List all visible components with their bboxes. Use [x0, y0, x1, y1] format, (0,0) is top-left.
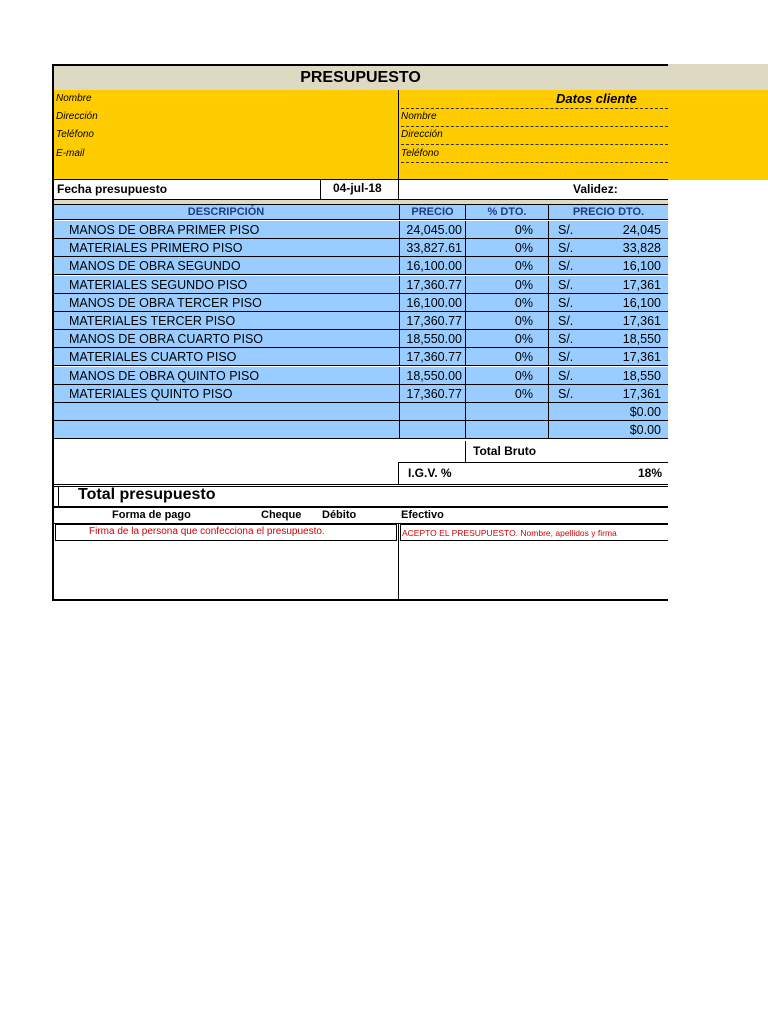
divider	[398, 180, 399, 199]
row-currency: S/.	[558, 386, 574, 401]
sender-address-label: Dirección	[56, 111, 98, 122]
divider	[398, 524, 399, 601]
divider	[399, 312, 400, 330]
row-description: MANOS DE OBRA QUINTO PISO	[69, 368, 260, 383]
row-price: 16,100.00	[406, 295, 462, 310]
row-currency: S/.	[558, 223, 574, 237]
client-name-label: Nombre	[401, 111, 437, 122]
row-description: MATERIALES QUINTO PISO	[69, 386, 233, 401]
divider	[465, 367, 466, 385]
divider	[548, 294, 549, 312]
row-price: 17,360.77	[406, 386, 462, 401]
row-price: 18,550.00	[406, 368, 462, 383]
signature-area-left	[54, 541, 398, 599]
divider	[465, 421, 466, 439]
table-header-row	[53, 204, 668, 220]
row-discounted-price: 16,100	[622, 295, 661, 310]
divider	[465, 239, 466, 257]
row-discounted-price: 18,550	[622, 368, 661, 383]
client-phone-label: Teléfono	[401, 148, 439, 159]
divider	[53, 179, 668, 180]
row-discount: 0%	[514, 332, 533, 347]
divider	[548, 421, 549, 439]
divider	[399, 403, 400, 421]
header-description: DESCRIPCIÓN	[187, 206, 265, 218]
row-description: MANOS DE OBRA SEGUNDO	[69, 259, 241, 274]
divider	[465, 312, 466, 330]
table-row	[53, 239, 668, 257]
date-value: 04-jul-18	[333, 181, 382, 195]
divider	[53, 506, 668, 508]
sender-phone-label: Teléfono	[56, 129, 94, 140]
info-divider	[398, 90, 399, 180]
divider	[548, 403, 549, 421]
row-description: MANOS DE OBRA TERCER PISO	[69, 295, 262, 310]
divider	[399, 367, 400, 385]
row-description	[69, 421, 389, 439]
row-discounted-price: 17,361	[622, 386, 661, 401]
row-discounted-price: 16,100	[622, 259, 661, 274]
divider	[548, 221, 549, 239]
table-row	[53, 312, 668, 330]
divider	[399, 257, 400, 275]
table-row	[53, 330, 668, 348]
igv-label: I.G.V. %	[408, 466, 452, 480]
divider	[465, 294, 466, 312]
frame-left	[52, 64, 54, 601]
row-discount	[466, 421, 533, 439]
divider	[465, 403, 466, 421]
frame-top	[53, 64, 668, 66]
client-dash-line	[401, 162, 668, 163]
table-row	[53, 276, 668, 294]
divider	[320, 180, 321, 199]
row-price: 17,360.77	[406, 350, 462, 365]
divider	[399, 385, 400, 403]
row-currency	[558, 421, 588, 439]
signature-right-text: ACEPTO EL PRESUPUESTO. Nombre, apellidos y firma	[402, 528, 617, 538]
client-dash-line	[401, 144, 668, 145]
divider	[399, 239, 400, 257]
divider	[399, 421, 400, 439]
row-discounted-price: 17,361	[622, 314, 661, 328]
payment-check: Cheque	[261, 509, 302, 521]
row-price: 24,045.00	[406, 223, 462, 237]
row-price	[400, 421, 462, 439]
row-price: 33,827.61	[406, 241, 462, 256]
sender-name-label: Nombre	[56, 93, 92, 104]
row-description: MANOS DE OBRA PRIMER PISO	[69, 223, 260, 237]
row-discount: 0%	[514, 241, 533, 256]
row-discounted-price: 18,550	[622, 332, 661, 347]
frame-bottom	[53, 599, 668, 601]
client-dash-line	[401, 126, 668, 127]
divider	[465, 348, 466, 366]
divider	[548, 312, 549, 330]
divider	[548, 239, 549, 257]
row-currency: S/.	[558, 241, 574, 256]
header-discount: % DTO.	[487, 206, 527, 218]
row-description	[69, 403, 389, 421]
divider	[465, 330, 466, 348]
payment-cash: Efectivo	[401, 509, 444, 521]
row-price: 17,360.77	[406, 277, 462, 292]
row-currency	[558, 403, 588, 421]
row-description: MATERIALES SEGUNDO PISO	[69, 277, 248, 292]
row-price	[400, 403, 462, 421]
row-description: MANOS DE OBRA CUARTO PISO	[69, 332, 264, 347]
row-description: MATERIALES PRIMERO PISO	[69, 241, 243, 256]
row-price: 16,100.00	[406, 259, 462, 274]
total-gross-label: Total Bruto	[473, 444, 537, 458]
row-price: 18,550.00	[406, 332, 462, 347]
table-row	[53, 421, 668, 439]
row-currency: S/.	[558, 295, 574, 310]
table-row	[53, 348, 668, 366]
sender-info-block	[53, 90, 399, 180]
divider	[548, 367, 549, 385]
row-discount: 0%	[514, 295, 533, 310]
row-price: 17,360.77	[406, 314, 462, 328]
row-currency: S/.	[558, 314, 574, 328]
validity-label: Validez:	[573, 182, 618, 196]
divider	[548, 257, 549, 275]
divider	[399, 221, 400, 239]
row-discounted-price: $0.00	[629, 405, 661, 419]
row-currency: S/.	[558, 368, 574, 383]
row-currency: S/.	[558, 350, 574, 365]
divider	[399, 330, 400, 348]
divider	[399, 462, 668, 463]
row-discounted-price: 17,361	[622, 350, 661, 365]
divider	[548, 348, 549, 366]
client-data-title: Datos cliente	[556, 91, 637, 106]
igv-value: 18%	[638, 466, 663, 480]
divider	[399, 348, 400, 366]
row-discount: 0%	[514, 277, 533, 292]
divider	[399, 276, 400, 294]
divider	[58, 486, 59, 506]
row-currency: S/.	[558, 259, 574, 274]
divider	[465, 385, 466, 403]
header-price: PRECIO	[411, 206, 454, 218]
row-currency: S/.	[558, 332, 574, 347]
row-discount	[466, 403, 533, 421]
date-label: Fecha presupuesto	[57, 182, 168, 196]
divider	[465, 257, 466, 275]
sender-email-label: E-mail	[56, 148, 85, 159]
divider	[548, 330, 549, 348]
divider	[465, 221, 466, 239]
divider	[399, 294, 400, 312]
row-discount: 0%	[514, 386, 533, 401]
table-row	[53, 294, 668, 312]
row-description: MATERIALES CUARTO PISO	[69, 350, 237, 365]
row-discounted-price: $0.00	[629, 423, 661, 438]
row-discount: 0%	[514, 350, 533, 365]
table-row	[53, 257, 668, 275]
document-title: PRESUPUESTO	[300, 69, 421, 86]
table-row	[53, 385, 668, 403]
table-row	[53, 221, 668, 239]
divider	[465, 441, 466, 462]
payment-method-label: Forma de pago	[112, 509, 191, 521]
client-address-label: Dirección	[401, 129, 443, 140]
total-budget-label: Total presupuesto	[78, 486, 216, 503]
row-currency: S/.	[558, 277, 574, 292]
row-discounted-price: 33,828	[622, 241, 661, 256]
divider	[465, 276, 466, 294]
divider	[398, 462, 399, 484]
row-discount: 0%	[514, 259, 533, 274]
row-discount: 0%	[514, 368, 533, 383]
client-dash-line	[401, 108, 668, 109]
header-discounted-price: PRECIO DTO.	[572, 206, 645, 218]
table-row	[53, 367, 668, 385]
divider	[548, 385, 549, 403]
row-discount: 0%	[514, 314, 533, 328]
table-row	[53, 403, 668, 421]
row-discounted-price: 24,045	[622, 223, 661, 237]
divider	[53, 484, 668, 485]
payment-debit: Débito	[322, 509, 357, 521]
row-discounted-price: 17,361	[622, 277, 661, 292]
row-description: MATERIALES TERCER PISO	[69, 314, 236, 328]
divider	[548, 276, 549, 294]
row-discount: 0%	[514, 223, 533, 237]
signature-left-text: Firma de la persona que confecciona el presupuesto.	[89, 526, 325, 537]
